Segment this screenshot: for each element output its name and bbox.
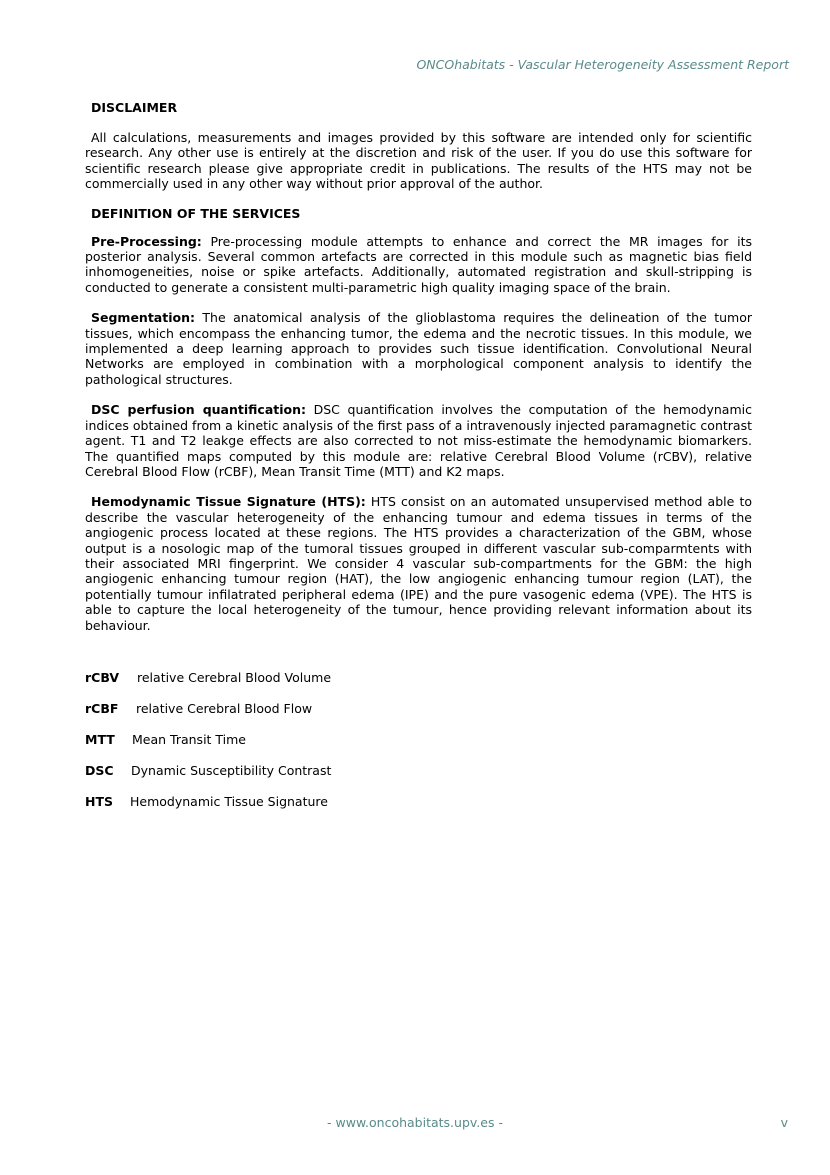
abbreviation-value: Mean Transit Time [132,732,247,747]
abbreviation-item [85,794,331,825]
service-text: HTS consist on an automated unsupervised method able to describe the vascular heterogeneity of the enhancing tumour and edema tissues in terms of the angiogenic process located at these regions. The HTS provides a characterization of the GBM, whose output is a nosologic map of the tumoral tissues grouped in different vascular sub-comparmtents with their associated MRI fingerprint. We consider 4 vascular sub-compartments for the GBM: the high angiogenic enhancing tumour region (HAT), the low angiogenic enhancing tumour region (LAT), the potentially tumour infilatrated peripheral edema (IPE) and the pure vasogenic edema (VPE). The HTS is able to capture the local heterogeneity of the tumour, hence providing relevant information about its behaviour. [85,494,752,633]
abbreviation-key: HTS [85,794,113,809]
services-heading: DEFINITION OF THE SERVICES [91,205,301,221]
footer-url: - www.oncohabitats.upv.es - [327,1115,503,1130]
abbreviation-value: relative Cerebral Blood Flow [136,701,313,716]
service-segmentation [85,310,752,387]
service-text: Pre-processing module attempts to enhance and correct the MR images for its posterior analysis. Several common artefacts are corrected in this module such as magnetic bias field inhomogeneities, noise or spike artefacts. Additionally, automated registration and skull-stripping is conducted to generate a consistent multi-parametric high quality imaging space of the brain. [85,233,752,295]
abbreviation-value: Dynamic Susceptibility Contrast [131,763,332,778]
service-text: The anatomical analysis of the glioblastoma requires the delineation of the tumor tissues, which encompass the enhancing tumor, the edema and the necrotic tissues. In this module, we implemented a deep learning approach to provides such tissue identification. Convolutional Neural Networks are employed in combination with a morphological component analysis to identify the pathological structures. [85,310,752,387]
abbreviation-item [85,732,331,763]
abbreviation-value: relative Cerebral Blood Volume [137,670,332,685]
page-number: v [780,1115,788,1130]
service-title: Segmentation: [91,310,195,326]
abbreviation-key: DSC [85,763,114,778]
report-body [85,100,752,633]
report-header-title: ONCOhabitats - Vascular Heterogeneity Assessment Report [416,57,789,72]
abbreviation-key: MTT [85,732,115,747]
abbreviation-item [85,670,331,701]
abbreviation-item [85,701,331,732]
abbreviation-value: Hemodynamic Tissue Signature [130,794,328,809]
service-title: Hemodynamic Tissue Signature (HTS): [91,494,366,510]
abbreviation-item [85,763,331,794]
service-dsc-quantification [85,402,752,479]
service-preprocessing [85,234,752,296]
service-hts [85,494,752,633]
service-title: DSC perfusion quantification: [91,402,306,418]
abbreviations-list [85,670,331,825]
service-title: Pre-Processing: [91,233,202,249]
disclaimer-text: All calculations, measurements and images provided by this software are intended only for scientific research. Any other use is entirely at the discretion and risk of the user. If you do use this software for scientific research please give appropriate credit in publications. The results of the HTS may not be commercially used in any other way without prior approval of the author. [85,130,752,192]
abbreviation-key: rCBV [85,670,120,685]
service-text: DSC quantification involves the computation of the hemodynamic indices obtained from a kinetic analysis of the first pass of a intravenously injected paramagnetic contrast agent. T1 and T2 leakge effects are also corrected to not miss-estimate the hemodynamic biomarkers. The quantified maps computed by this module are: relative Cerebral Blood Volume (rCBV), relative Cerebral Blood Flow (rCBF), Mean Transit Time (MTT) and K2 maps. [85,402,752,479]
abbreviation-key: rCBF [85,701,119,716]
disclaimer-heading: DISCLAIMER [91,100,178,115]
